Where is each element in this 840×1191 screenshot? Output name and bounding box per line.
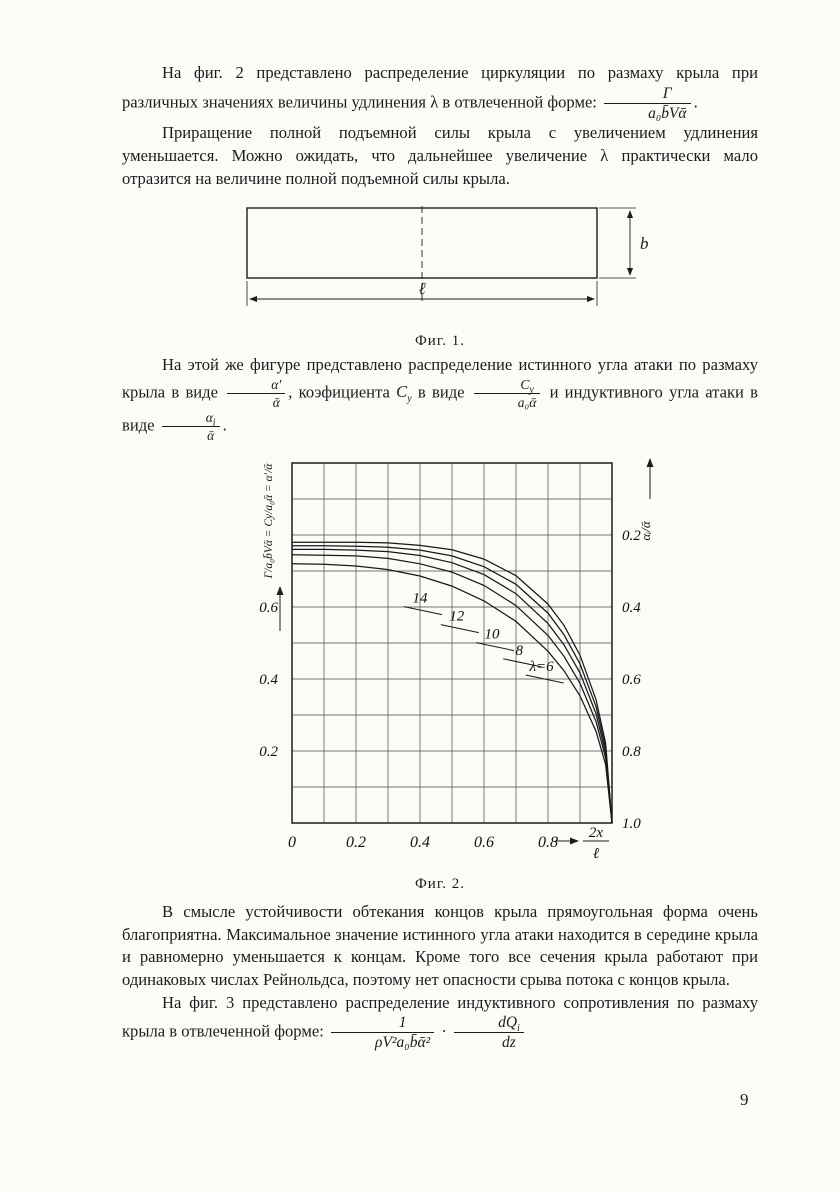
right-tick-label: 0.6 xyxy=(622,672,641,689)
cy-ratio-num xyxy=(474,377,541,394)
x-axis-label-den: ℓ xyxy=(592,846,600,863)
fig2-left-axis-label: Γ/a₀b̄Vᾱ = Cy/a₀ᾱ = α′/ᾱ xyxy=(263,463,275,579)
figure-1 xyxy=(122,202,758,350)
curve-label: 12 xyxy=(449,608,465,625)
circulation-numerator: Γ xyxy=(604,85,691,104)
cy-ratio-fraction xyxy=(474,377,541,410)
x-tick-label: 0.8 xyxy=(538,834,558,852)
right-tick-label: 0.4 xyxy=(622,600,641,617)
paragraph-text: , коэфициента xyxy=(288,382,390,402)
paragraph-text: На этой же фигуре представлено распределение истинного угла атаки по размаху крыла в виде xyxy=(122,355,758,402)
paragraph-tip-stability xyxy=(122,901,758,991)
drag-coeff-den: ρV²a₀b̄ᾱ² xyxy=(375,1034,431,1052)
right-tick-label: 1.0 xyxy=(622,816,641,833)
paragraph-induced-drag xyxy=(122,992,758,1052)
alpha-i-num-base: α xyxy=(205,409,213,425)
fig2-chart xyxy=(122,449,762,869)
cy-base: C xyxy=(396,382,408,402)
alpha-ratio-num: α′ xyxy=(227,377,285,394)
curve-label: 10 xyxy=(484,626,500,643)
fig1-label-b: b xyxy=(640,234,649,254)
cy-ratio-num-base: C xyxy=(520,376,530,392)
paragraph-text: . xyxy=(222,415,227,435)
paragraph-text: Приращение полной подъемной силы крыла с увеличением удлинения уменьшается. Можно ожидать, что дальнейшее увеличение λ практически мало отразится на величине полной подъемной силы крыла. xyxy=(122,123,758,188)
left-tick-label: 0.6 xyxy=(259,600,278,617)
paragraph-text: В смысле устойчивости обтекания концов крыла прямоугольная форма очень благоприятна. Максимальное значение истинного угла атаки находится в середине крыла и равномерно уменьшается к концам. Кроме того все сечения крыла работают при одинаковых числах Рейнольдса, поэтому нет опасности срыва потока с концов крыла. xyxy=(122,902,758,989)
paragraph-text: На фиг. 2 представлено распределение циркуляции по размаху крыла при различных значениях величины удлинения λ в отвлеченной форме: xyxy=(122,63,758,112)
cy-subscript: y xyxy=(407,393,412,405)
formula-period: . xyxy=(693,92,698,112)
paragraph-text: и индуктивного угла атаки в виде xyxy=(122,382,759,435)
drag-coeff-fraction xyxy=(331,1014,434,1052)
drag-deriv-den: dz xyxy=(502,1034,516,1052)
alpha-i-fraction xyxy=(162,410,220,443)
alpha-ratio-den: ᾱ xyxy=(272,394,280,410)
curve-label-leader xyxy=(476,643,514,651)
paragraph-text: в виде xyxy=(417,382,465,402)
figure-2 xyxy=(122,449,758,893)
drag-deriv-num-sub: i xyxy=(517,1023,520,1035)
x-tick-label: 0.4 xyxy=(410,834,430,852)
curve-label: 8 xyxy=(515,642,523,659)
drag-coeff-num: 1 xyxy=(331,1014,434,1033)
cy-symbol xyxy=(396,382,412,405)
circulation-fraction xyxy=(604,85,691,123)
right-tick-label: 0.8 xyxy=(622,744,641,761)
fig2-caption: Фиг. 2. xyxy=(414,876,466,893)
fig2-right-axis-label: αᵢ/ᾱ xyxy=(638,521,653,541)
curve-label-leader xyxy=(404,607,442,615)
fig1-label-l: ℓ xyxy=(418,279,426,299)
paragraph-lift-increase xyxy=(122,122,758,190)
cy-ratio-num-sub: y xyxy=(529,384,534,396)
drag-deriv-fraction xyxy=(454,1014,524,1052)
alpha-i-num-sub: i xyxy=(212,417,216,429)
paragraph-intro-fig2 xyxy=(122,62,758,122)
fig1-wing-diagram xyxy=(122,202,762,326)
left-tick-label: 0.4 xyxy=(259,672,278,689)
page-content xyxy=(122,62,758,1052)
right-tick-label: 0.2 xyxy=(622,528,641,545)
fig2-grid xyxy=(292,463,612,823)
x-axis-label-num: 2x xyxy=(588,825,604,842)
drag-deriv-num-base: dQ xyxy=(498,1014,518,1032)
drag-deriv-num xyxy=(454,1014,524,1033)
x-tick-label: 0.6 xyxy=(474,834,494,852)
curve-label: 14 xyxy=(412,590,428,607)
circulation-denominator: a₀b̄Vᾱ xyxy=(648,104,687,122)
x-tick-label: 0.2 xyxy=(346,834,366,852)
fig1-caption: Фиг. 1. xyxy=(414,333,466,350)
multiplication-dot: · xyxy=(441,1021,447,1041)
fig2-ticks xyxy=(259,528,641,851)
alpha-i-num xyxy=(162,410,220,427)
alpha-ratio-fraction xyxy=(227,377,285,410)
paragraph-angle-distribution xyxy=(122,354,758,443)
page-number: 9 xyxy=(740,1090,749,1109)
x-tick-label: 0 xyxy=(288,834,296,852)
paragraph-text: На фиг. 3 представлено распределение индуктивного сопротивления по размаху крыла в отвлеченной форме: xyxy=(122,992,758,1041)
alpha-i-den: ᾱ xyxy=(207,428,215,444)
curve-label: λ=6 xyxy=(529,659,554,676)
curve-label-leader xyxy=(441,625,479,633)
left-tick-label: 0.2 xyxy=(259,744,278,761)
cy-ratio-den: a₀ᾱ xyxy=(517,394,537,410)
